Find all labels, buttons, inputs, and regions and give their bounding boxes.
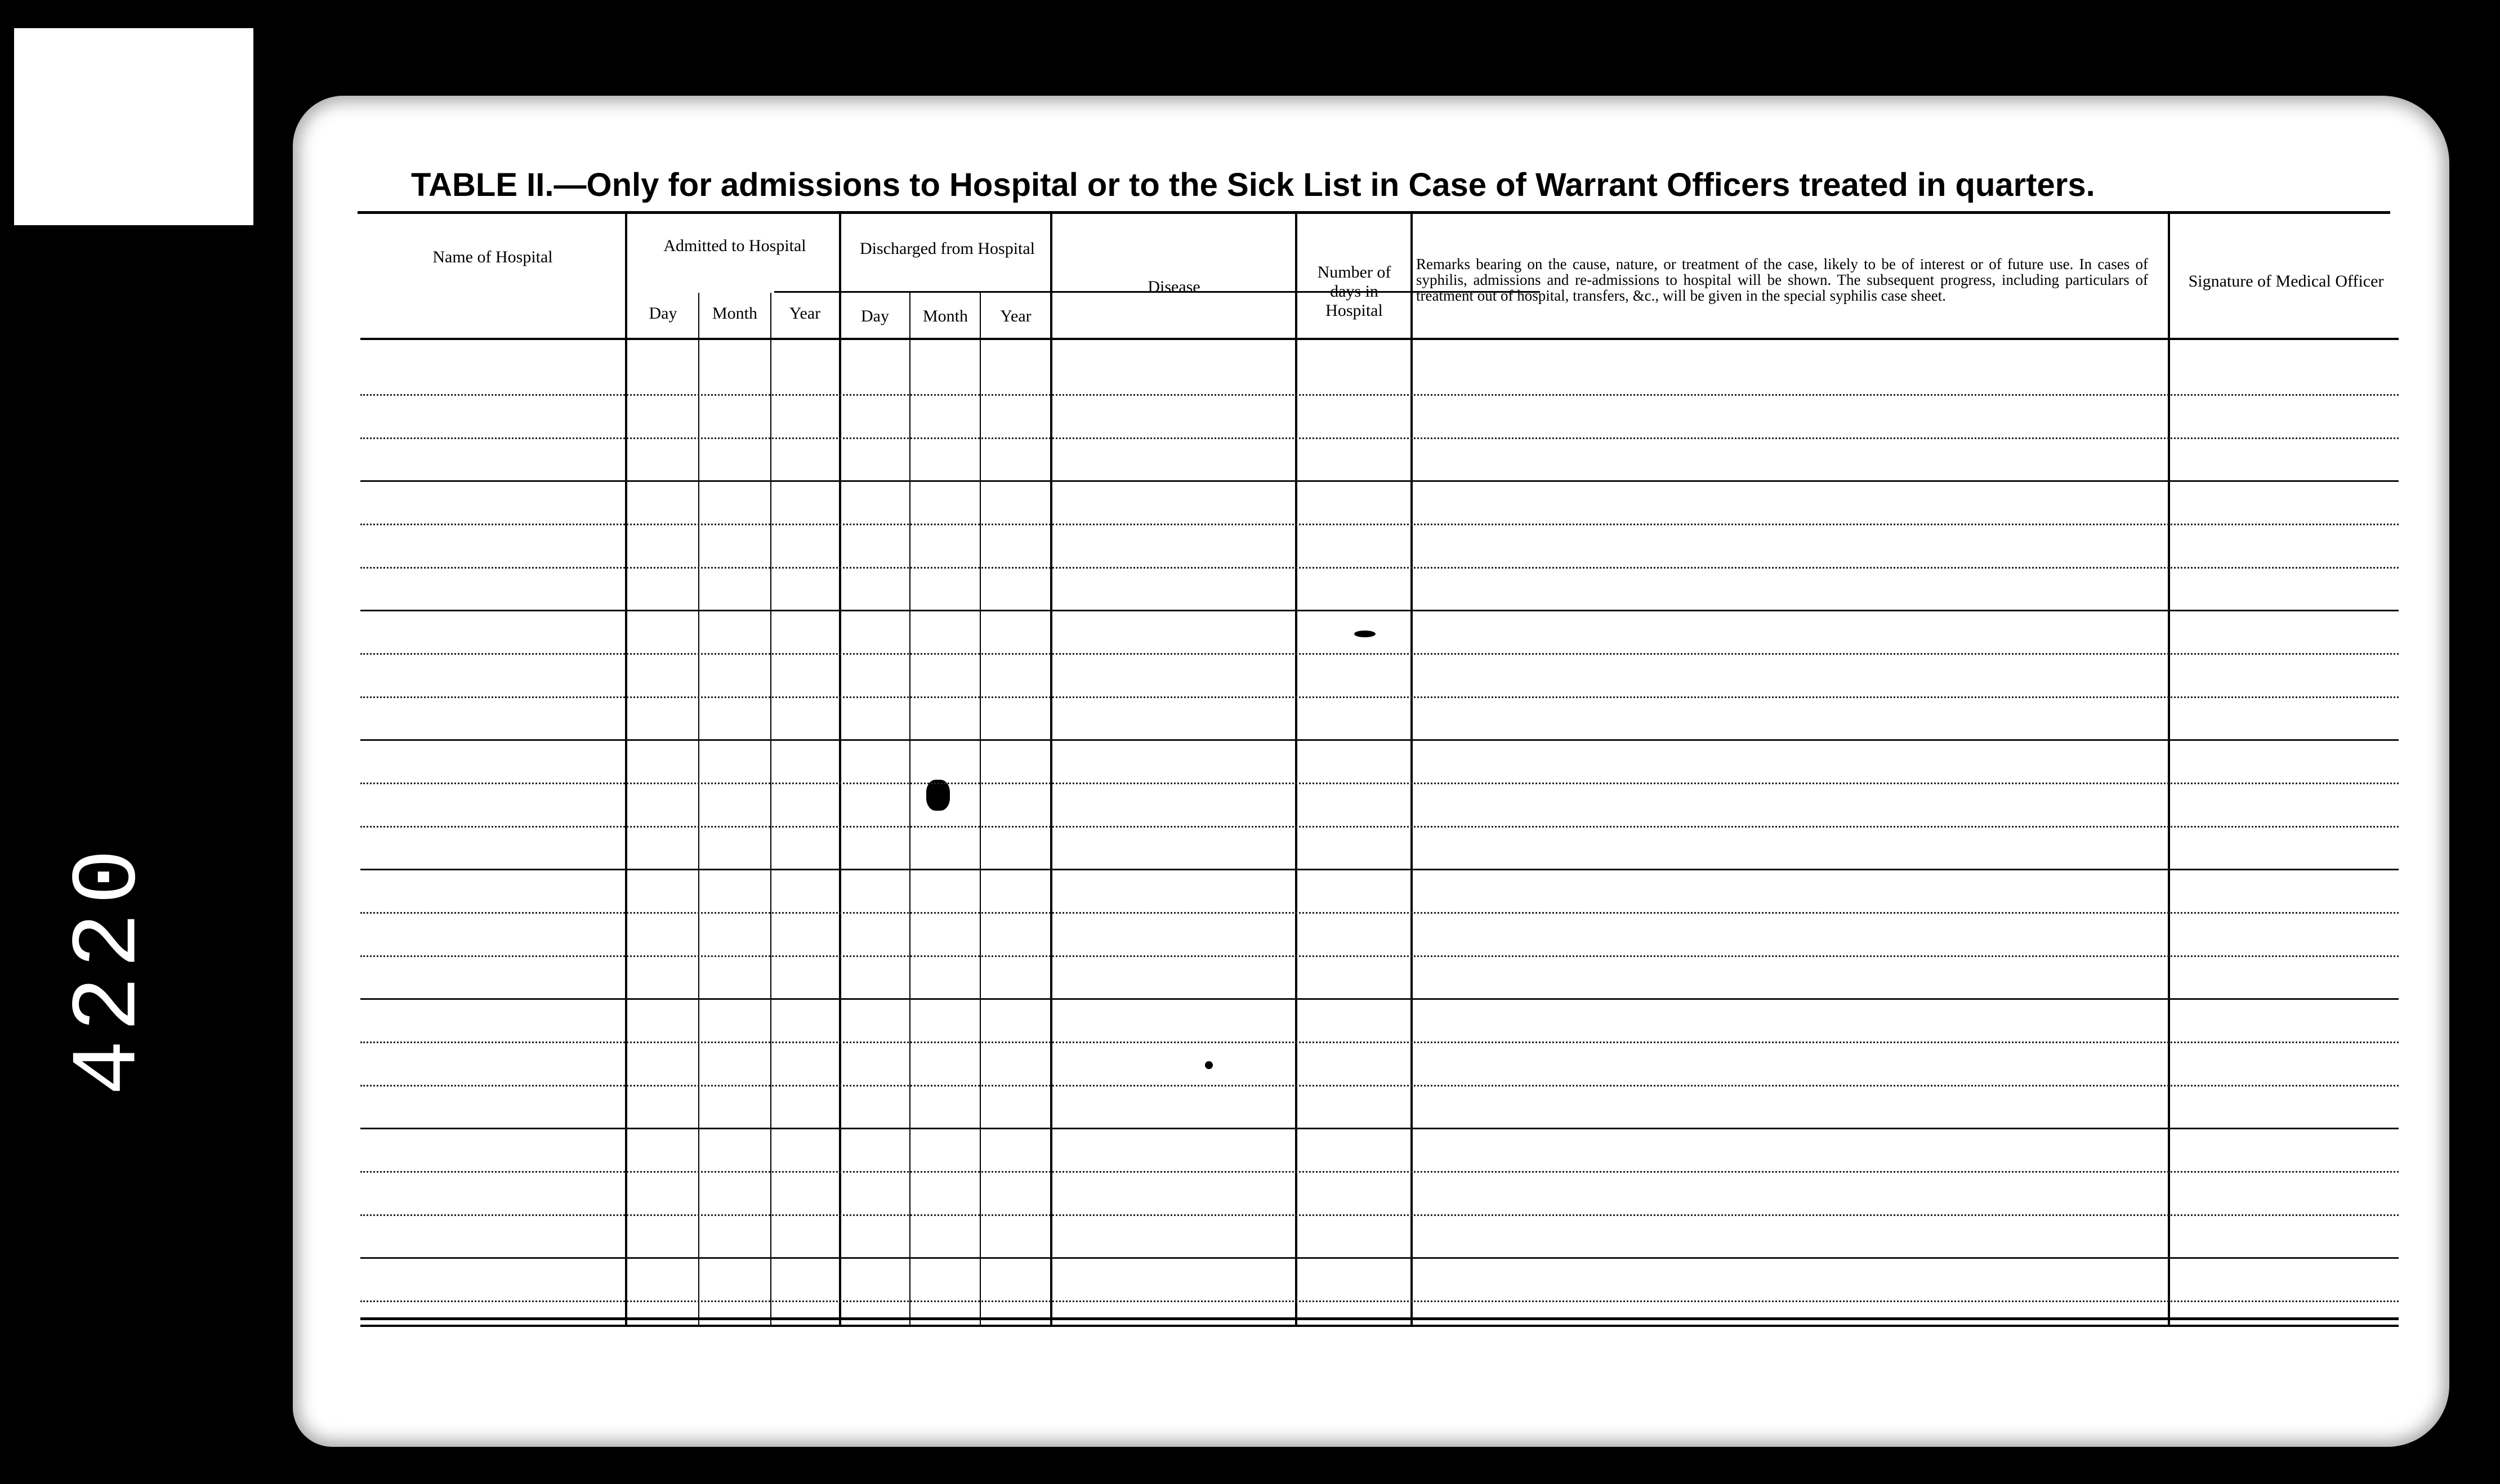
header-name-of-hospital: Name of Hospital (432, 248, 553, 266)
table-row (360, 1214, 2399, 1216)
header-rule (360, 338, 2399, 340)
header-discharged-year: Year (1000, 307, 1032, 325)
table-row (360, 955, 2399, 957)
form-page (293, 96, 2449, 1447)
top-rule (358, 211, 2390, 214)
table-row (360, 524, 2399, 525)
column-divider (1295, 214, 1297, 1326)
bottom-rule-double (360, 1325, 2399, 1327)
header-discharged: Discharged from Hospital (859, 239, 1035, 258)
header-admitted-year: Year (789, 304, 821, 323)
table-row (360, 1257, 2399, 1259)
ink-speck (1354, 631, 1376, 637)
table-row (360, 912, 2399, 914)
column-divider (1410, 214, 1413, 1326)
header-discharged-month: Month (922, 307, 968, 325)
header-admitted-month: Month (712, 304, 757, 323)
table-row (360, 1171, 2399, 1173)
table-row (360, 783, 2399, 784)
header-days-in-hospital: Number of days in Hospital (1317, 263, 1391, 320)
column-divider (2168, 214, 2170, 1326)
column-divider (625, 214, 627, 1326)
header-discharged-day: Day (861, 307, 889, 325)
table-row (360, 394, 2399, 396)
table-row (360, 739, 2399, 741)
column-divider (839, 214, 841, 1326)
header-signature: Signature of Medical Officer (2188, 272, 2384, 290)
table-row (360, 1042, 2399, 1043)
table-row (360, 1085, 2399, 1087)
table-row (360, 480, 2399, 482)
ink-blot (926, 780, 950, 811)
table-row (360, 567, 2399, 569)
table-row (360, 653, 2399, 655)
bottom-rule (360, 1317, 2399, 1320)
table-row (360, 1128, 2399, 1129)
column-divider (1050, 214, 1052, 1326)
table-row (360, 826, 2399, 828)
header-admitted-day: Day (649, 304, 677, 323)
table-row (360, 1300, 2399, 1302)
header-remarks: Remarks bearing on the cause, nature, or treatment of the case, likely to be of interest or of future use. In cases of syphilis, admissions and re-admissions to hospital will be shown. The subsequent progress, including particulars of treatment out of hospital, transfers, &c., will be given in the special syphilis case sheet. (1416, 256, 2148, 304)
blank-label-area (14, 28, 253, 225)
table-row (360, 696, 2399, 698)
table-row (360, 610, 2399, 611)
table-row (360, 437, 2399, 439)
side-stamp-number: 4220 (57, 841, 163, 1096)
header-admitted: Admitted to Hospital (663, 236, 806, 255)
table-row (360, 869, 2399, 870)
table-row (360, 998, 2399, 1000)
header-disease: Disease (1148, 278, 1200, 296)
form-title: TABLE II.—Only for admissions to Hospital or to the Sick List in Case of Warrant Officers treated in quarters. (411, 167, 2095, 203)
ink-speck (1205, 1061, 1213, 1069)
